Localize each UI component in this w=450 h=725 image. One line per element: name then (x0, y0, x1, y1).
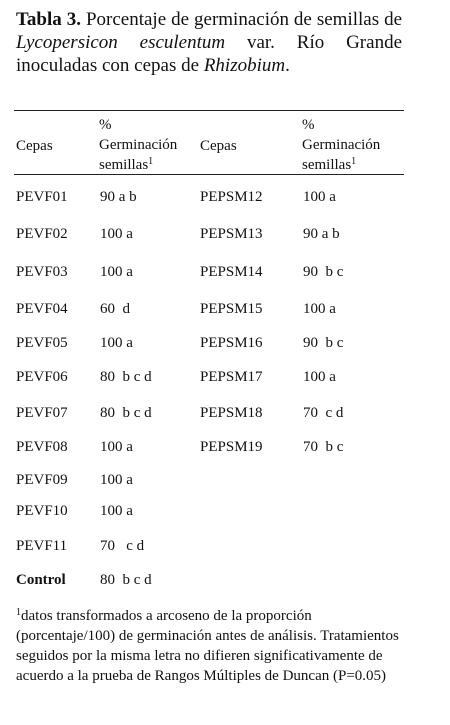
cell-germinacion-a: 100 a (100, 439, 133, 455)
cell-germinacion-b: 100 a (303, 369, 336, 385)
cell-germinacion-a: 100 a (100, 226, 133, 242)
cell-cepa-a: PEVF11 (16, 538, 68, 554)
cell-germinacion-b: 70 b c (303, 439, 344, 455)
cell-cepa-b: PEPSM16 (200, 335, 263, 351)
cell-cepa-a: PEVF05 (16, 335, 68, 351)
cell-germinacion-a: 100 a (100, 472, 133, 488)
cell-cepa-b: PEPSM19 (200, 439, 263, 455)
cell-cepa-b: PEPSM12 (200, 189, 263, 205)
footnote-text: datos transformados a arcoseno de la proporción (porcentaje/100) de germinación antes de análisis. Tratamientos seguidos por la misma letra no difieren significativamente de acuerdo a la prueba de Rangos Múltiples de Duncan (P=0.05) (16, 608, 399, 684)
header-germinacion-2 (302, 115, 380, 175)
header-semillas-2: semillas$^1$ (302, 156, 357, 173)
table-header-rule (14, 174, 404, 175)
header-footnote-mark-1: 1 (148, 156, 154, 167)
footnote-mark: 1 (16, 607, 21, 618)
header-cepas-1: Cepas (16, 138, 53, 154)
cell-cepa-a: PEVF01 (16, 189, 68, 205)
table-footnote (16, 606, 406, 686)
cell-cepa-a: PEVF07 (16, 405, 68, 421)
cell-control-label: Control (16, 572, 66, 588)
cell-germinacion-b: 90 b c (303, 264, 344, 280)
header-germinacion-label-2: Germinación (302, 137, 381, 153)
header-cepas-2: Cepas (200, 138, 237, 154)
cell-germinacion-b: 70 c d (303, 405, 344, 421)
cell-germinacion-b: 100 a (303, 189, 336, 205)
header-semillas-1: semillas$^1$ (99, 156, 154, 173)
cell-cepa-b: PEPSM15 (200, 301, 263, 317)
table-caption (16, 8, 402, 77)
table-label: Tabla 3. (16, 9, 81, 30)
cell-germinacion-a: 100 a (100, 335, 133, 351)
cell-cepa-a: PEVF09 (16, 472, 68, 488)
header-footnote-mark-2: 1 (351, 156, 357, 167)
cell-cepa-a: PEVF08 (16, 439, 68, 455)
caption-text-middle: var. Río Grande inoculadas con cepas de (16, 32, 402, 76)
cell-cepa-a: PEVF03 (16, 264, 68, 280)
cell-cepa-b: PEPSM13 (200, 226, 263, 242)
caption-species: Lycopersicon esculentum (16, 32, 226, 53)
cell-cepa-a: PEVF06 (16, 369, 68, 385)
cell-cepa-a: PEVF04 (16, 301, 68, 317)
cell-cepa-a: PEVF02 (16, 226, 68, 242)
caption-genus: Rhizobium (203, 55, 286, 76)
cell-cepa-b: PEPSM17 (200, 369, 263, 385)
cell-germinacion-a: 60 d (100, 301, 130, 317)
cell-germinacion-a: 100 a (100, 503, 133, 519)
cell-germinacion-a: 80 b c d (100, 405, 152, 421)
cell-germinacion-a: 90 a b (100, 189, 137, 205)
cell-germinacion-b: 100 a (303, 301, 336, 317)
cell-cepa-a: PEVF10 (16, 503, 68, 519)
table-top-rule (14, 110, 404, 111)
header-germinacion-label-1: Germinación (99, 137, 178, 153)
header-percent-2: % (302, 117, 315, 133)
cell-cepa-b: PEPSM14 (200, 264, 263, 280)
cell-germinacion-b: 90 b c (303, 335, 344, 351)
cell-germinacion-a: 100 a (100, 264, 133, 280)
caption-text-before: Porcentaje de germinación de semillas de (81, 9, 403, 30)
cell-germinacion-a: 80 b c d (100, 369, 152, 385)
header-germinacion-1 (99, 115, 177, 175)
caption-text-end: . (285, 55, 290, 76)
cell-germinacion-a: 70 c d (100, 538, 145, 554)
cell-cepa-b: PEPSM18 (200, 405, 263, 421)
header-percent-1: % (99, 117, 112, 133)
cell-germinacion-a: 80 b c d (100, 572, 152, 588)
cell-germinacion-b: 90 a b (303, 226, 340, 242)
